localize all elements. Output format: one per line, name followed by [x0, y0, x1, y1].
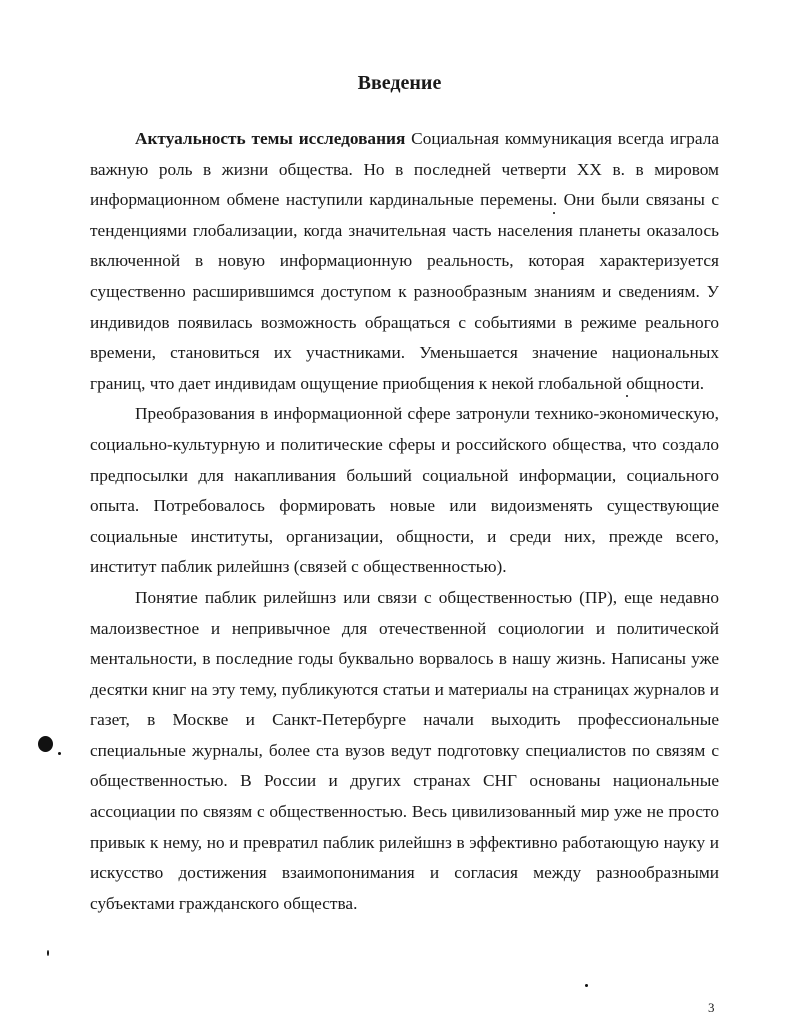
paragraph-transformations: [90, 399, 719, 583]
scan-blot-mark: [38, 736, 53, 752]
paragraph-text: Преобразования в информационной сфере затронули технико-экономическую, социально-культурную и политические сферы и российского общества, что создало предпосылки для накапливания больший социальной информации, социального опыта. Потребовалось формировать новые или видоизменять существующие социальные институты, организации, общности, и среди них, прежде всего, институт паблик рилейшнз (связей с общественностью).: [90, 404, 719, 577]
paragraph-lead: Актуальность темы исследования: [135, 129, 406, 148]
page-title: Введение: [357, 72, 442, 94]
document-body: [90, 124, 719, 919]
page-number: 3: [708, 1000, 715, 1015]
scan-speck-mark: [58, 752, 61, 755]
scan-speck-mark: [626, 395, 628, 397]
paragraph-text: Понятие паблик рилейшнз или связи с общественностью (ПР), еще недавно малоизвестное и непривычное для отечественной социологии и политической ментальности, в последние годы буквально ворвалось в нашу жизнь. Написаны уже десятки книг на эту тему, публикуются статьи и материалы на страницах журналов и газет, в Москве и Санкт-Петербурге начали выходить профессиональные специальные журналы, более ста вузов ведут подготовку специалистов по связям с общественностью. В России и других странах СНГ основаны национальные ассоциации по связям с общественностью. Весь цивилизованный мир уже не просто привык к нему, но и превратил паблик рилейшнз в эффективно работающую науку и искусство достижения взаимопонимания и согласия между разнообразными субъектами гражданского общества.: [90, 587, 719, 913]
paragraph-relevance: [90, 124, 719, 399]
paragraph-pr-concept: [90, 583, 719, 920]
scan-speck-mark: [47, 950, 49, 956]
scan-speck-mark: [553, 212, 555, 214]
paragraph-text: Социальная коммуникация всегда играла важную роль в жизни общества. Но в последней четверти XX в. в мировом информационном обмене наступили кардинальные перемены. Они были связаны с тенденциями глобализации, когда значительная часть населения планеты оказалось включенной в новую информационную реальность, которая характеризуется существенно расширившимся доступом к разнообразным знаниям и сведениям. У индивидов появилась возможность обращаться с событиями в режиме реального времени, становиться их участниками. Уменьшается значение национальных границ, что дает индивидам ощущение приобщения к некой глобальной общности.: [90, 129, 719, 393]
scan-speck-mark: [585, 984, 588, 987]
